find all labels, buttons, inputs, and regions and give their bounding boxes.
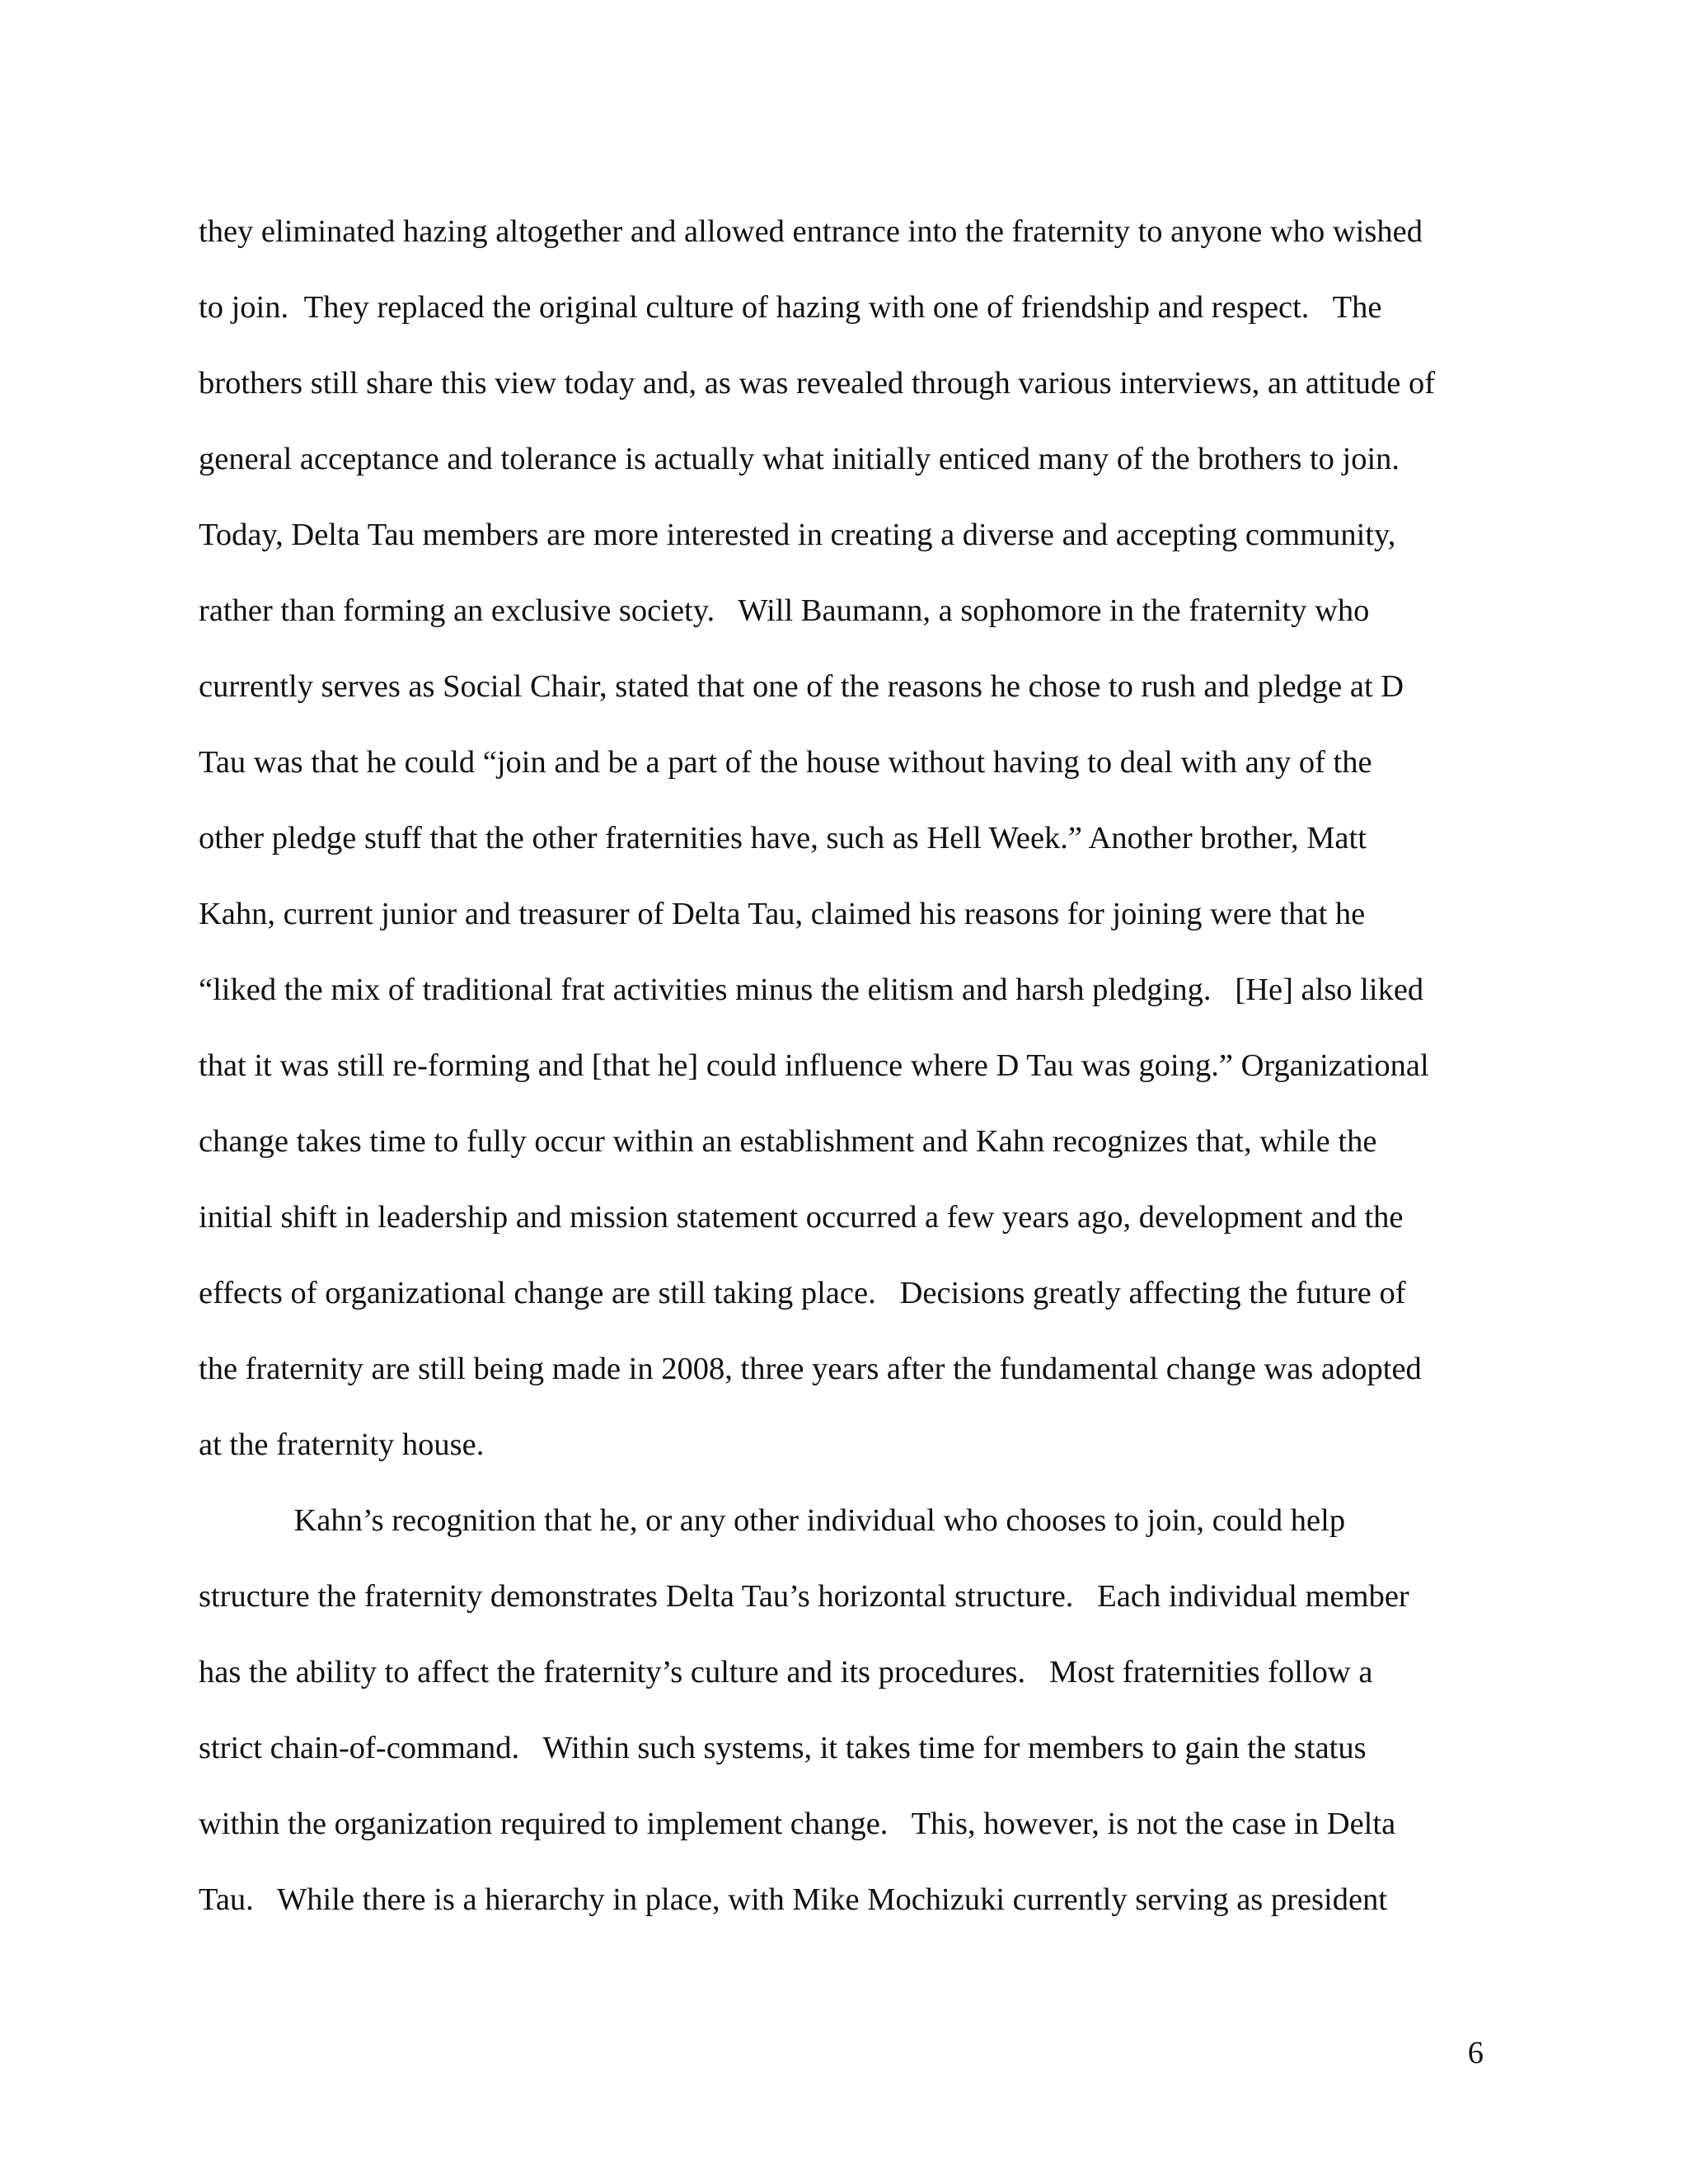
body-text — [199, 194, 1509, 1938]
text-line: the fraternity are still being made in 2008, three years after the fundamental change was adopted — [199, 1352, 1422, 1386]
text-line: brothers still share this view today and, as was revealed through various interviews, an attitude of — [199, 366, 1436, 401]
text-line: general acceptance and tolerance is actually what initially enticed many of the brothers to join. — [199, 442, 1400, 476]
page-number: 6 — [1467, 2036, 1484, 2070]
text-line: other pledge stuff that the other fraternities have, such as Hell Week.” Another brother, Matt — [199, 821, 1367, 855]
text-line: rather than forming an exclusive society. Will Baumann, a sophomore in the fraternity who — [199, 593, 1370, 628]
text-line: change takes time to fully occur within an establishment and Kahn recognizes that, while the — [199, 1124, 1377, 1159]
text-line: to join. They replaced the original culture of hazing with one of friendship and respect. The — [199, 290, 1382, 325]
text-line: Today, Delta Tau members are more interested in creating a diverse and accepting community, — [199, 518, 1396, 552]
text-line: initial shift in leadership and mission statement occurred a few years ago, development and the — [199, 1200, 1404, 1235]
text-line: strict chain-of-command. Within such systems, it takes time for members to gain the status — [199, 1731, 1367, 1765]
text-line: they eliminated hazing altogether and allowed entrance into the fraternity to anyone who wished — [199, 214, 1423, 249]
text-line: Kahn, current junior and treasurer of Delta Tau, claimed his reasons for joining were that he — [199, 897, 1366, 931]
text-line: currently serves as Social Chair, stated that one of the reasons he chose to rush and pledge at D — [199, 669, 1404, 704]
text-line: effects of organizational change are still taking place. Decisions greatly affecting the future of — [199, 1276, 1406, 1310]
text-line: Tau. While there is a hierarchy in place, with Mike Mochizuki currently serving as president — [199, 1882, 1388, 1917]
text-line: structure the fraternity demonstrates Delta Tau’s horizontal structure. Each individual member — [199, 1579, 1409, 1614]
text-line: at the fraternity house. — [199, 1427, 485, 1462]
text-line: has the ability to affect the fraternity’s culture and its procedures. Most fraternities follow a — [199, 1655, 1373, 1690]
text-line: within the organization required to implement change. This, however, is not the case in Delta — [199, 1807, 1396, 1841]
text-line: Kahn’s recognition that he, or any other individual who chooses to join, could help — [199, 1503, 1346, 1538]
text-line: that it was still re-forming and [that he] could influence where D Tau was going.” Organizational — [199, 1048, 1429, 1083]
text-line: Tau was that he could “join and be a part of the house without having to deal with any of the — [199, 745, 1372, 780]
text-line: “liked the mix of traditional frat activities minus the elitism and harsh pledging. [He] also liked — [199, 972, 1424, 1007]
